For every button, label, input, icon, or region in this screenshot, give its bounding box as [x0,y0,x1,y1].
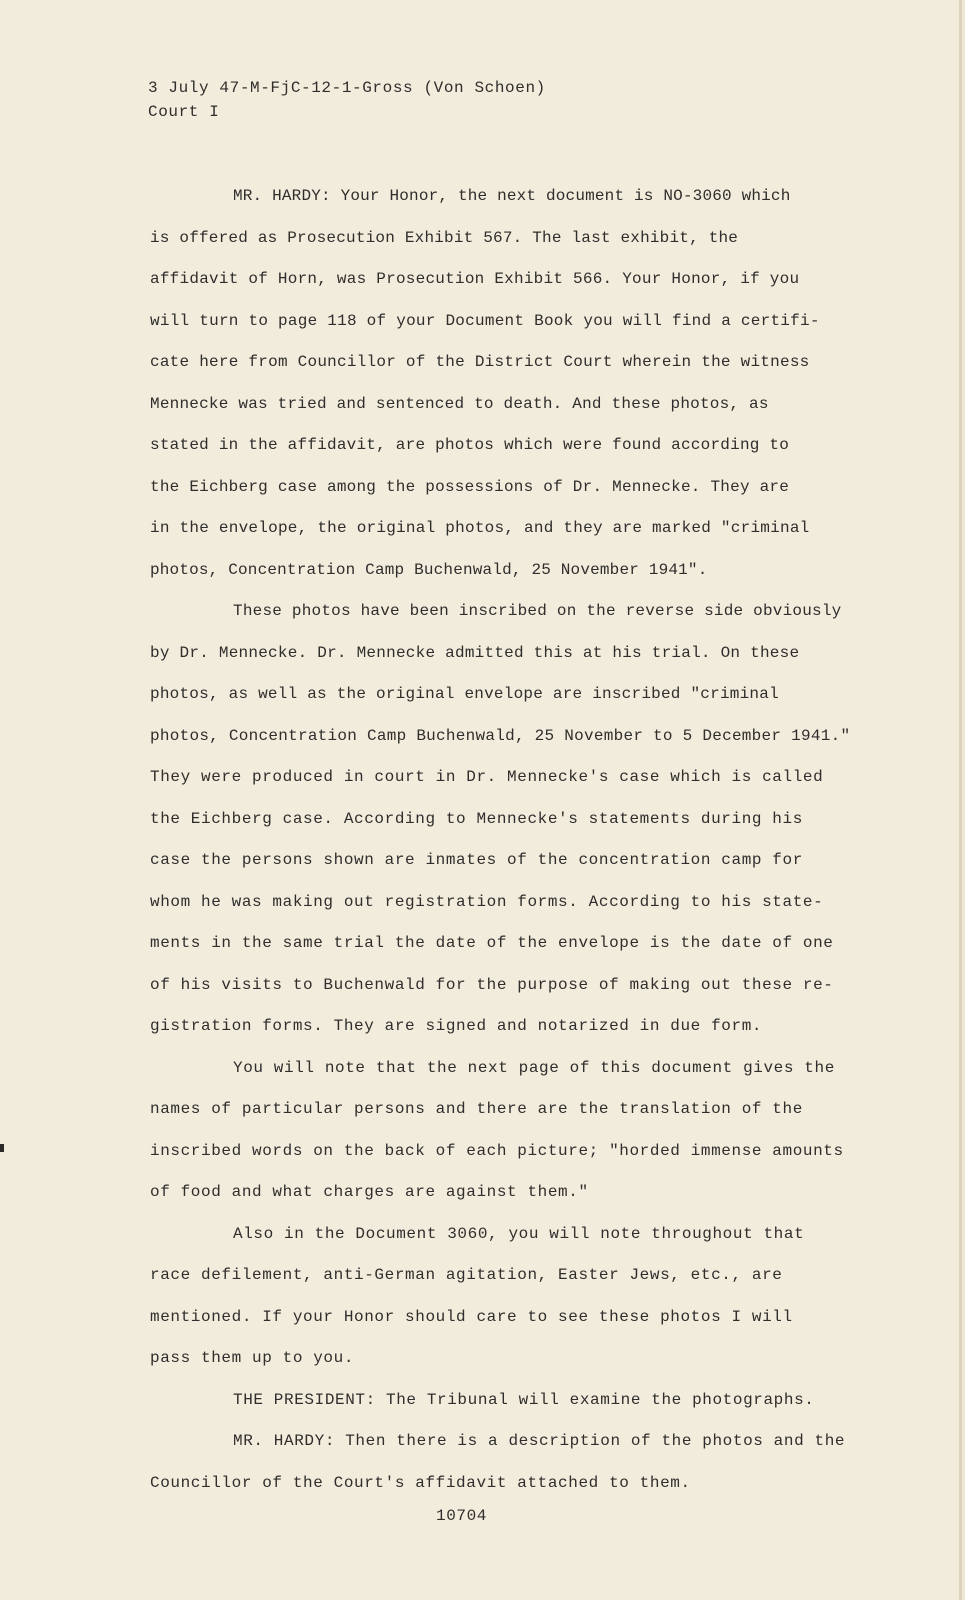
margin-mark [0,1144,4,1152]
transcript-line: MR. HARDY: Your Honor, the next document is NO-3060 which [233,187,791,205]
transcript-line: You will note that the next page of this document gives the [233,1058,835,1077]
transcript-line: race defilement, anti-German agitation, Easter Jews, etc., are [150,1266,783,1284]
transcript-line: the Eichberg case. According to Mennecke's statements during his [150,809,803,828]
transcript-line: Also in the Document 3060, you will note throughout that [233,1224,805,1243]
transcript-line: case the persons shown are inmates of the concentration camp for [150,851,803,869]
transcript-line: in the envelope, the original photos, and they are marked "criminal [150,519,810,537]
transcript-line: These photos have been inscribed on the reverse side obviously [233,602,842,620]
transcript-line: pass them up to you. [150,1349,355,1367]
transcript-line: THE PRESIDENT: The Tribunal will examine the photographs. [233,1390,815,1409]
transcript-line: stated in the affidavit, are photos which were found according to [150,436,790,454]
transcript-line: by Dr. Mennecke. Dr. Mennecke admitted this at his trial. On these [150,643,800,662]
transcript-line: affidavit of Horn, was Prosecution Exhibit 566. Your Honor, if you [150,270,800,288]
transcript-line: They were produced in court in Dr. Mennecke's case which is called [150,768,824,786]
transcript-line: cate here from Councillor of the District Court wherein the witness [150,353,810,371]
transcript-line: ments in the same trial the date of the envelope is the date of one [150,934,834,952]
transcript-line: photos, Concentration Camp Buchenwald, 25 November 1941". [150,560,708,579]
transcript-line: inscribed words on the back of each picture; "horded immense amounts [150,1141,844,1160]
transcript-line: whom he was making out registration forms. According to his state- [150,892,824,911]
header-court-line: Court I [148,103,220,121]
transcript-line: MR. HARDY: Then there is a description of the photos and the [233,1432,846,1450]
header-reference-line: 3 July 47-M-FjC-12-1-Gross (Von Schoen) [148,79,546,97]
transcript-line: photos, as well as the original envelope are inscribed "criminal [150,685,779,703]
transcript-line: is offered as Prosecution Exhibit 567. The last exhibit, the [150,228,739,247]
transcript-line: Councillor of the Court's affidavit attached to them. [150,1473,691,1492]
page-number: 10704 [436,1507,488,1525]
transcript-line: names of particular persons and there are the translation of the [150,1100,803,1118]
transcript-line: of food and what charges are against them." [150,1183,589,1201]
transcript-body [150,176,850,1504]
transcript-line: of his visits to Buchenwald for the purpose of making out these re- [150,975,834,994]
transcript-line: photos, Concentration Camp Buchenwald, 25 November to 5 December 1941." [150,726,851,745]
transcript-line: the Eichberg case among the possessions of Dr. Mennecke. They are [150,477,790,496]
transcript-line: mentioned. If your Honor should care to see these photos I will [150,1307,793,1326]
transcript-line: gistration forms. They are signed and notarized in due form. [150,1017,763,1035]
transcript-line: will turn to page 118 of your Document Book you will find a certifi- [150,311,820,330]
transcript-line: Mennecke was tried and sentenced to death. And these photos, as [150,394,769,413]
